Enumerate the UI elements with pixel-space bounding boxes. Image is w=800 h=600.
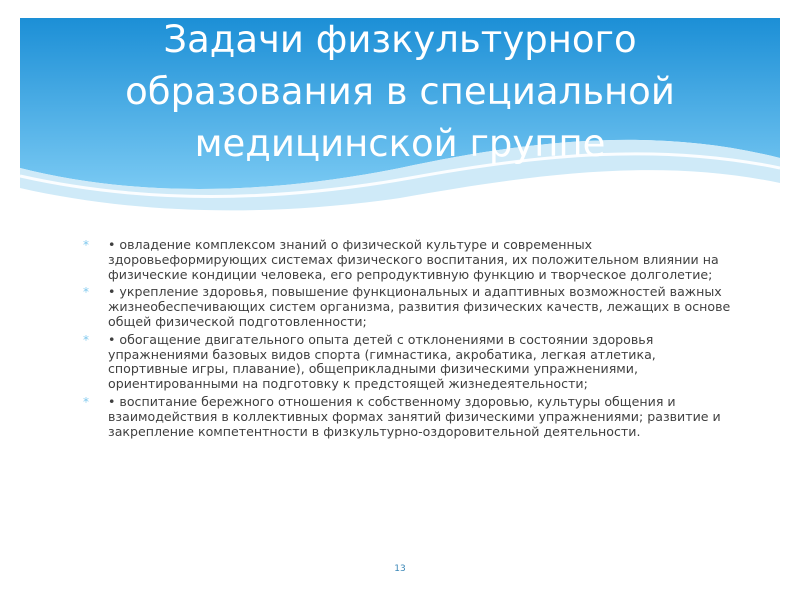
list-item-text: • овладение комплексом знаний о физической культуре и современных здоровьеформирующих системах физического воспитания, их положительном влиянии на физические кондиции человека, его репродуктивную функцию и творческое долголетие; [108,237,719,282]
list-item [82,285,732,329]
slide-title-line: медицинской группе [194,122,606,165]
bullet-marker-icon: * [83,285,89,300]
bullet-marker-icon: * [83,238,89,252]
task-list [82,238,732,442]
list-item-text: • воспитание бережного отношения к собственному здоровью, культуры общения и взаимодействия в коллективных формах занятий физическими упражнениями; развитие и закрепление компетентности в физкультурно-оздоровительной деятельности. [108,393,721,439]
list-item [82,238,732,282]
slide-title-line: образования в специальной [125,70,675,113]
bullet-marker-icon: * [83,394,89,409]
list-item [82,395,732,439]
slide-title [50,18,750,170]
bullet-marker-icon: * [83,332,89,347]
list-item [82,333,732,392]
slide-title-line: Задачи физкультурного [163,18,637,61]
page-number: 13 [394,564,406,574]
list-item-text: • обогащение двигательного опыта детей с отклонениями в состоянии здоровья упражнениями базовых видов спорта (гимнастика, акробатика, легкая атлетика, спортивные игры, плавание), общеприкладными физическими упражнениями, ориентированными на подготовку к предстоящей жизнедеятельности; [108,331,656,392]
list-item-text: • укрепление здоровья, повышение функциональных и адаптивных возможностей важных жизнеобеспечивающих систем организма, развития физических качеств, лежащих в основе общей физической подготовленности; [108,284,731,329]
slide [20,18,780,583]
